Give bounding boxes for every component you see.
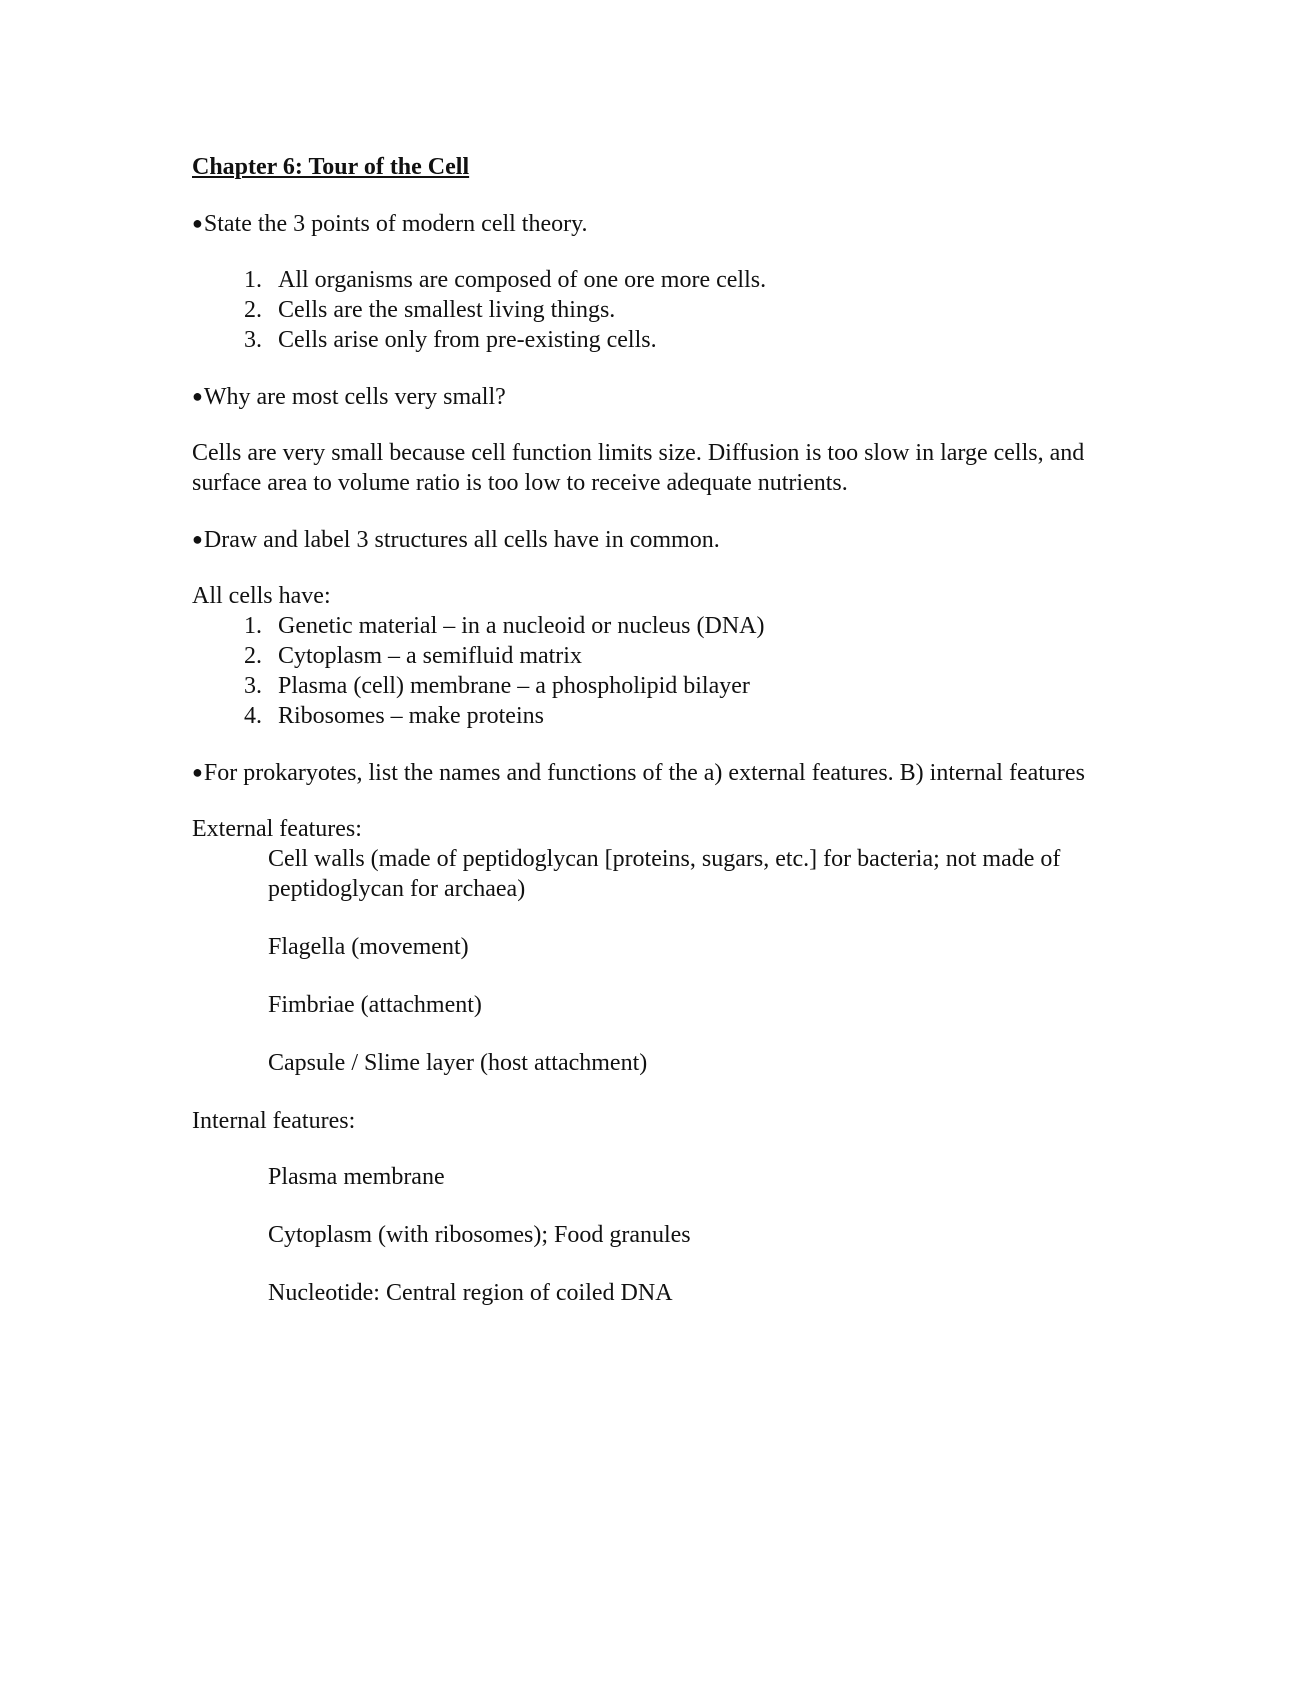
common-structures-list [192, 611, 1112, 731]
internal-features-list [268, 1162, 1112, 1308]
feature-item: Cytoplasm (with ribosomes); Food granules [268, 1222, 691, 1248]
bullet-icon: ● [192, 762, 203, 782]
page-title: Chapter 6: Tour of the Cell [192, 154, 470, 180]
document-page [192, 152, 1112, 1336]
internal-features-label: Internal features: [192, 1108, 356, 1134]
list-item: 2. Cytoplasm – a semifluid matrix [268, 641, 1112, 671]
question-text: Draw and label 3 structures all cells have in common. [203, 527, 720, 553]
list-item: 1. Genetic material – in a nucleoid or nucleus (DNA) [268, 611, 1112, 641]
external-features-label: External features: [192, 816, 362, 842]
bullet-icon: ● [192, 213, 203, 233]
feature-item: Capsule / Slime layer (host attachment) [268, 1050, 648, 1076]
question-text: For prokaryotes, list the names and functions of the a) external features. B) internal features [203, 760, 1085, 786]
feature-item: Fimbriae (attachment) [268, 992, 482, 1018]
question-cell-theory [192, 208, 1112, 239]
feature-item: Nucleotide: Central region of coiled DNA [268, 1280, 673, 1306]
question-cell-size [192, 381, 1112, 412]
feature-item: Plasma membrane [268, 1164, 445, 1190]
common-structures-intro: All cells have: [192, 583, 331, 609]
list-item: 3. Plasma (cell) membrane – a phospholipid bilayer [268, 671, 1112, 701]
list-item: 2. Cells are the smallest living things. [268, 295, 1112, 325]
list-item: 4. Ribosomes – make proteins [268, 701, 1112, 731]
list-item: 3. Cells arise only from pre-existing cells. [268, 325, 1112, 355]
feature-item: Flagella (movement) [268, 934, 469, 960]
question-prokaryote-features [192, 757, 1112, 788]
cell-theory-list [192, 265, 1112, 355]
bullet-icon: ● [192, 386, 203, 406]
question-text: Why are most cells very small? [203, 384, 506, 410]
answer-cell-size: Cells are very small because cell function limits size. Diffusion is too slow in large cells, and surface area to volume ratio is too low to receive adequate nutrients. [192, 440, 1085, 496]
bullet-icon: ● [192, 529, 203, 549]
external-features-list [268, 844, 1112, 1078]
question-text: State the 3 points of modern cell theory. [203, 211, 588, 237]
question-common-structures [192, 524, 1112, 555]
list-item: 1. All organisms are composed of one ore more cells. [268, 265, 1112, 295]
feature-item: Cell walls (made of peptidoglycan [proteins, sugars, etc.] for bacteria; not made of peptidoglycan for archaea) [268, 846, 1061, 902]
